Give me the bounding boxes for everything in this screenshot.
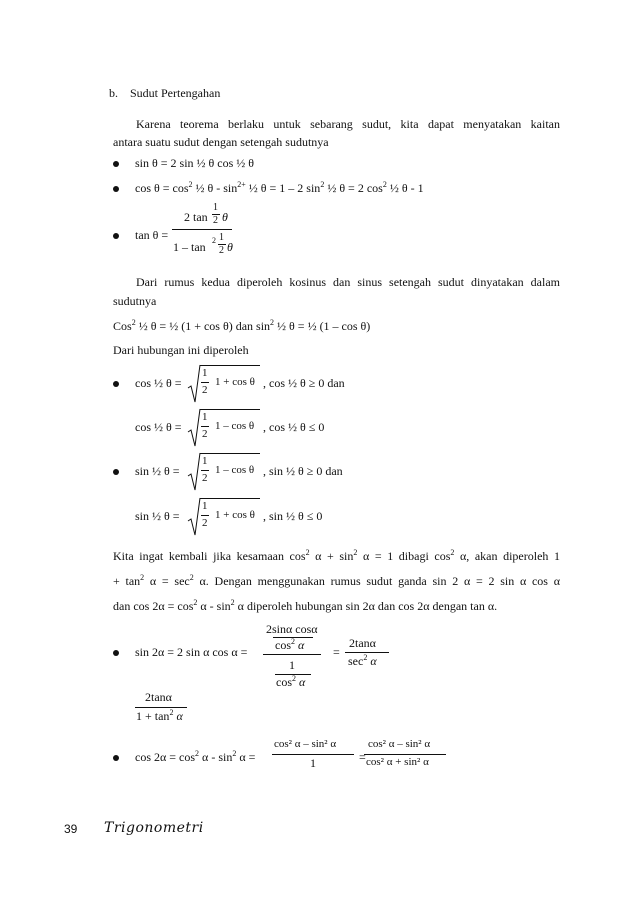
tan-denominator-label: 1 – tan [173, 240, 206, 254]
para3-line-3: dan $\cos 2\alpha = \cos^2 \alpha - \sin^2 \alpha$ diperoleh hubungan sin 2α dan cos 2α dengan tan α. [113, 598, 498, 613]
formula-tan-fraction [172, 200, 232, 266]
cos2a-fraction-1 [272, 738, 354, 774]
half-bar [201, 426, 209, 427]
root-inner: 1 – cos θ [215, 420, 255, 432]
tan2a-den: $1 + \tan^2 \alpha$ [136, 708, 183, 723]
sin2a-big-num: 2sinα cosα [266, 622, 318, 636]
half-bar [201, 515, 209, 516]
root-lhs: sin ½ θ = [135, 509, 180, 523]
root-inner: 1 + cos θ [215, 376, 255, 388]
root-half-num: 1 [202, 455, 208, 467]
sin2a-rhs-fraction [345, 636, 389, 670]
sin2a-rhs-num: 2tanα [349, 636, 376, 650]
half-num: 1 [213, 202, 218, 213]
para3-line-1: Kita ingat kembali jika kesamaan $\cos^2 \alpha + \sin^2 \alpha = 1$ dibagi $\cos^2 \alpha$, akan diperoleh 1 [113, 548, 561, 563]
formula-cos-double: $\cos \theta = \cos^2$ ½ θ - $\sin^{2+}$ ½ θ = 1 – 2 $\sin^2$ ½ θ = 2 $\cos^2$ ½ θ - 1 [135, 180, 424, 195]
tan2a-num: 2tanα [145, 690, 172, 704]
para3-line-2: + $\tan^2 \alpha = \sec^2 \alpha$. Dengan menggunakan rumus sudut ganda sin 2 α = 2 sin α cos α [113, 573, 560, 588]
para2-line-1: Dari rumus kedua diperoleh kosinus dan sinus setengah sudut dinyatakan dalam [136, 275, 560, 289]
fraction-bar [364, 754, 446, 755]
radical-sign [187, 364, 201, 404]
sin2a-cos-sq: $\cos^2 \alpha$ [276, 674, 306, 689]
root-lhs: cos ½ θ = [135, 376, 182, 390]
bullet [113, 755, 119, 761]
root-inner: 1 + cos θ [215, 509, 255, 521]
fraction-bar [135, 707, 187, 708]
root-half-num: 1 [202, 500, 208, 512]
fraction-bar [272, 754, 354, 755]
half-den: 2 [213, 215, 218, 226]
half-bar [201, 382, 209, 383]
formula-tan-lhs: tan θ = [135, 228, 169, 242]
inner-bar [273, 637, 313, 638]
cos2a-f2-num: cos² α – sin² α [368, 738, 431, 750]
bullet [113, 233, 119, 239]
half-bar [201, 470, 209, 471]
root-inner: 1 – cos θ [215, 464, 255, 476]
half-num: 1 [219, 232, 224, 243]
sin2a-lhs: sin 2α = 2 sin α cos α = [135, 645, 248, 659]
root-lhs: cos ½ θ = [135, 420, 182, 434]
radical-bar [200, 498, 260, 499]
bullet [113, 186, 119, 192]
root-condition: , cos ½ θ ≥ 0 dan [263, 376, 345, 390]
main-bar [263, 654, 321, 655]
root-half-num: 1 [202, 411, 208, 423]
cos2a-f2-den: cos² α + sin² α [366, 756, 429, 768]
root-lhs: sin ½ θ = [135, 464, 180, 478]
radical-bar [200, 409, 260, 410]
bullet [113, 650, 119, 656]
root-half-den: 2 [202, 472, 208, 484]
page-number: 39 [64, 822, 78, 836]
root-condition: , sin ½ θ ≥ 0 dan [263, 464, 343, 478]
intro-line-1: Karena teorema berlaku untuk sebarang sudut, kita dapat menyatakan kaitan [136, 117, 560, 131]
sin2a-big-fraction [263, 622, 321, 689]
radical-bar [200, 365, 260, 366]
radical-sign [187, 497, 201, 537]
radical-bar [200, 453, 260, 454]
tan-numerator-label: 2 tan [184, 210, 208, 224]
root-half-den: 2 [202, 428, 208, 440]
footer-title: Trigonometri [104, 820, 204, 836]
cos2a-f1-den: 1 [310, 756, 316, 770]
sin2a-cos-sq: $\cos^2 \alpha$ [275, 637, 305, 652]
equals: = [359, 750, 366, 764]
formula-sin-double: sin θ = 2 sin ½ θ cos ½ θ [135, 156, 255, 170]
root-half-den: 2 [202, 517, 208, 529]
root-condition: , sin ½ θ ≤ 0 [263, 509, 323, 523]
tan-fraction-bar [172, 229, 232, 230]
radical-sign [187, 408, 201, 448]
bullet [113, 469, 119, 475]
para2-line-4: Dari hubungan ini diperoleh [113, 343, 249, 357]
tan2a-fraction [135, 690, 187, 726]
half-den: 2 [219, 245, 224, 256]
sin2a-one: 1 [289, 658, 295, 672]
cos2a-f1-num: cos² α – sin² α [274, 738, 337, 750]
sin2a-rhs-den: $\sec^2 \alpha$ [348, 653, 377, 668]
root-condition: , cos ½ θ ≤ 0 [263, 420, 325, 434]
cos2a-fraction-2 [364, 738, 446, 774]
section-label: b. [109, 86, 118, 100]
half-angle-identities: Cos$^2$ ½ θ = ½ (1 + cos θ) dan $\sin^2$ ½ θ = ½ (1 – cos θ) [113, 318, 371, 333]
square: 2 [212, 236, 216, 245]
root-half-num: 1 [202, 367, 208, 379]
theta: θ [222, 210, 228, 224]
para2-line-2: sudutnya [113, 294, 157, 308]
radical-sign [187, 452, 201, 492]
root-half-den: 2 [202, 384, 208, 396]
intro-line-2: antara suatu sudut dengan setengah sudutnya [113, 135, 329, 149]
bullet [113, 381, 119, 387]
cos2a-lhs: $\cos 2\alpha = \cos^2 \alpha - \sin^2 \alpha$ = [135, 749, 256, 764]
theta: θ [227, 240, 233, 254]
bullet [113, 161, 119, 167]
section-title: Sudut Pertengahan [130, 86, 221, 100]
equals: = [333, 645, 340, 659]
